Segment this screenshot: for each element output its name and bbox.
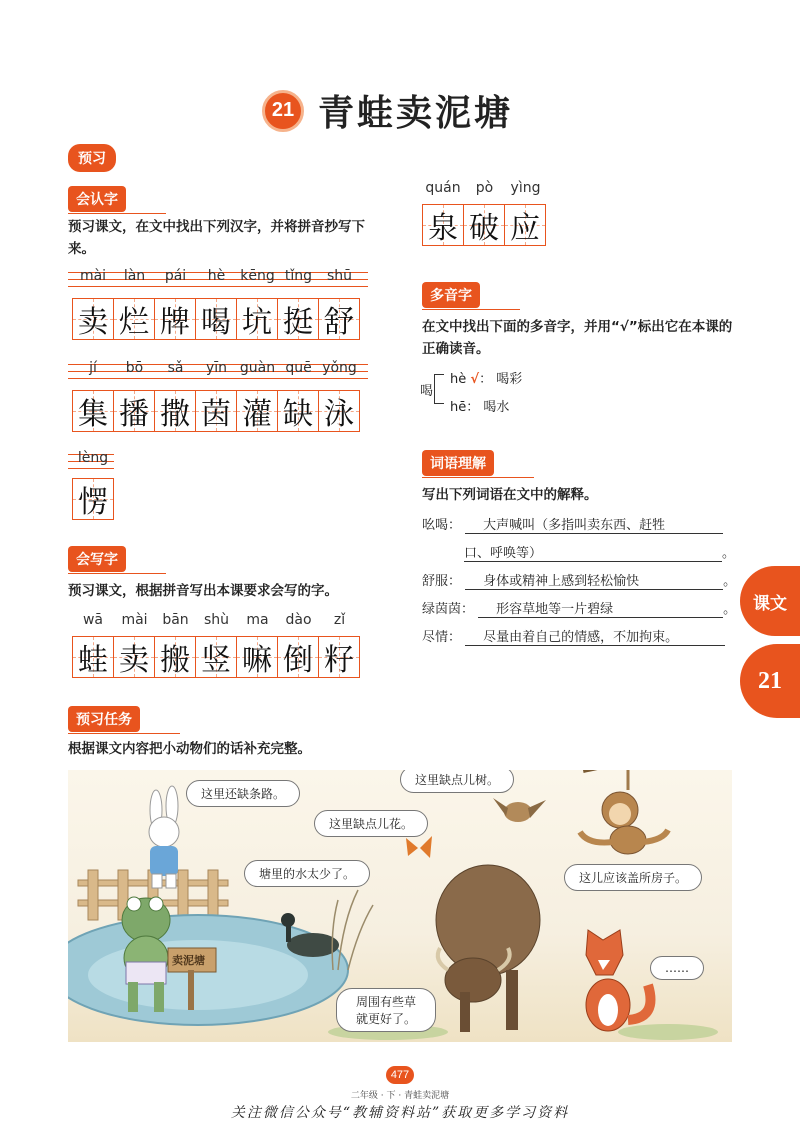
- pinyin: shù: [203, 612, 230, 628]
- char-grid-right: [422, 204, 545, 246]
- task-tag-label: 预习任务: [76, 712, 132, 728]
- pinyin: tǐng: [284, 268, 313, 284]
- char-cell: 泳: [318, 390, 360, 432]
- pinyin-row-1: [72, 268, 360, 284]
- char-cell: 集: [72, 390, 114, 432]
- speech-bubble: 塘里的水太少了。: [244, 860, 370, 887]
- write-tag-label: 会写字: [76, 552, 118, 568]
- polyphone-char: 喝: [420, 384, 434, 399]
- vocab-term: 尽情：: [422, 630, 462, 645]
- char-grid-write: [72, 636, 359, 678]
- recognize-instruction: 预习课文，在文中找出下列汉字，并将拼音抄写下来。: [68, 219, 365, 257]
- sign-text: 卖泥塘: [172, 954, 205, 967]
- pinyin: sǎ: [167, 360, 184, 376]
- pinyin: guàn: [239, 360, 276, 376]
- pinyin: zǐ: [333, 612, 346, 628]
- char-cell: 坑: [236, 298, 278, 340]
- char-cell: 卖: [113, 636, 155, 678]
- vocab-term: 吆喝：: [422, 518, 462, 533]
- pinyin: jí: [89, 360, 97, 376]
- char-cell: 喝: [195, 298, 237, 340]
- side-tab-label[interactable]: 课文: [740, 566, 800, 636]
- vocab-answer: 大声喊叫（多指叫卖东西、赶牲: [465, 514, 723, 534]
- pinyin: yìng: [510, 180, 541, 196]
- side-tab-number[interactable]: 21: [740, 644, 800, 718]
- pinyin: shū: [326, 268, 353, 284]
- char-cell: 挺: [277, 298, 319, 340]
- page-number: 477: [386, 1066, 414, 1084]
- char-cell: 播: [113, 390, 155, 432]
- pinyin: bō: [125, 360, 144, 376]
- pinyin-row-2: [72, 360, 360, 376]
- vocab-answer: 口、呼唤等）: [464, 542, 722, 562]
- pinyin: yǒng: [322, 360, 357, 376]
- pinyin-row-3: [72, 450, 114, 466]
- story-illustration: [68, 770, 732, 1042]
- pinyin: quán: [425, 180, 461, 196]
- pinyin: pò: [475, 180, 494, 196]
- char-cell: 搬: [154, 636, 196, 678]
- vocab-answer: 身体或精神上感到轻松愉快: [465, 570, 723, 590]
- char-cell: 破: [463, 204, 505, 246]
- vocab-term: 绿茵茵：: [422, 602, 475, 617]
- speech-bubble: 这里还缺条路。: [186, 780, 300, 807]
- char-cell: 烂: [113, 298, 155, 340]
- pinyin: làn: [123, 268, 146, 284]
- pinyin: bān: [162, 612, 189, 628]
- lesson-number-badge: 21: [262, 90, 304, 132]
- speech-bubble: 周围有些草就更好了。: [336, 988, 436, 1032]
- char-grid-2: [72, 390, 359, 432]
- vocab-item-cont: 口、呼唤等） 。: [464, 542, 735, 562]
- pinyin: ma: [246, 612, 269, 628]
- char-cell: 倒: [277, 636, 319, 678]
- vocab-term: 舒服：: [422, 574, 462, 589]
- speech-bubble: ……: [650, 956, 704, 980]
- vocab-tag: [422, 450, 494, 476]
- butterfly: [406, 836, 432, 858]
- vocab-item: [422, 514, 723, 534]
- write-instruction: 预习课文，根据拼音写出本课要求会写的字。: [68, 583, 338, 599]
- char-cell: 牌: [154, 298, 196, 340]
- vocab-item: 舒服： 身体或精神上感到轻松愉快 。: [422, 570, 736, 590]
- monkey: [580, 770, 668, 854]
- char-cell: 茵: [195, 390, 237, 432]
- char-cell: 泉: [422, 204, 464, 246]
- recognize-tag-label: 会认字: [76, 192, 118, 208]
- page-title: 青蛙卖泥塘: [318, 92, 514, 134]
- pinyin: wā: [82, 612, 104, 628]
- vocab-item: 绿茵茵： 形容草地等一片碧绿 。: [422, 598, 736, 618]
- reading-2: hē： 喝水: [450, 400, 510, 415]
- lesson-title: [262, 85, 513, 136]
- pinyin: dào: [285, 612, 312, 628]
- footer-ad: 关注微信公众号“教辅资料站”获取更多学习资料: [230, 1105, 570, 1121]
- polyphone-tag-label: 多音字: [430, 288, 472, 304]
- char-cell: 竖: [195, 636, 237, 678]
- pinyin: lèng: [77, 450, 109, 466]
- pinyin: mài: [79, 268, 107, 284]
- ox: [436, 865, 540, 1032]
- preview-tag: 预习: [68, 144, 116, 172]
- char-cell: 卖: [72, 298, 114, 340]
- polyphone-tag: [422, 282, 480, 308]
- rabbit: [149, 786, 179, 888]
- char-cell: 籽: [318, 636, 360, 678]
- vocab-instruction: 写出下列词语在文中的解释。: [422, 487, 598, 503]
- bird: [493, 798, 546, 822]
- polyphone-instruction: 在文中找出下面的多音字，并用“√”标出它在本课的正确读音。: [422, 319, 733, 357]
- vocab-answer: 形容草地等一片碧绿: [478, 598, 723, 618]
- reading-1: hè √： 喝彩: [450, 372, 523, 387]
- char-grid-3: [72, 478, 113, 520]
- pinyin-row-right: [422, 180, 546, 196]
- char-cell: 灌: [236, 390, 278, 432]
- char-cell: 撒: [154, 390, 196, 432]
- char-cell: 愣: [72, 478, 114, 520]
- char-cell: 应: [504, 204, 546, 246]
- pinyin: kēng: [240, 268, 275, 284]
- char-grid-1: [72, 298, 359, 340]
- pinyin-row-write: [72, 612, 360, 628]
- task-tag: [68, 706, 140, 732]
- check-mark: √: [470, 372, 480, 387]
- pinyin: mài: [121, 612, 148, 628]
- char-cell: 蛙: [72, 636, 114, 678]
- pinyin: hè: [207, 268, 226, 284]
- vocab-answer: 尽量由着自己的情感，不加拘束。: [465, 626, 725, 646]
- char-cell: 舒: [318, 298, 360, 340]
- char-cell: 缺: [277, 390, 319, 432]
- fox: [586, 930, 651, 1031]
- recognize-tag: [68, 186, 126, 212]
- pinyin: pái: [164, 268, 187, 284]
- pinyin: quē: [285, 360, 312, 376]
- speech-bubble: 这里缺点儿树。: [400, 770, 514, 793]
- vocab-item: [422, 626, 725, 646]
- pinyin: yīn: [205, 360, 228, 376]
- footer-breadcrumb: 二年级 · 下 · 青蛙卖泥塘: [350, 1091, 450, 1101]
- task-instruction: 根据课文内容把小动物们的话补充完整。: [68, 741, 311, 757]
- write-tag: [68, 546, 126, 572]
- brace: [434, 374, 444, 404]
- speech-bubble: 这儿应该盖所房子。: [564, 864, 702, 891]
- vocab-tag-label: 词语理解: [430, 456, 486, 472]
- speech-bubble: 这里缺点儿花。: [314, 810, 428, 837]
- char-cell: 嘛: [236, 636, 278, 678]
